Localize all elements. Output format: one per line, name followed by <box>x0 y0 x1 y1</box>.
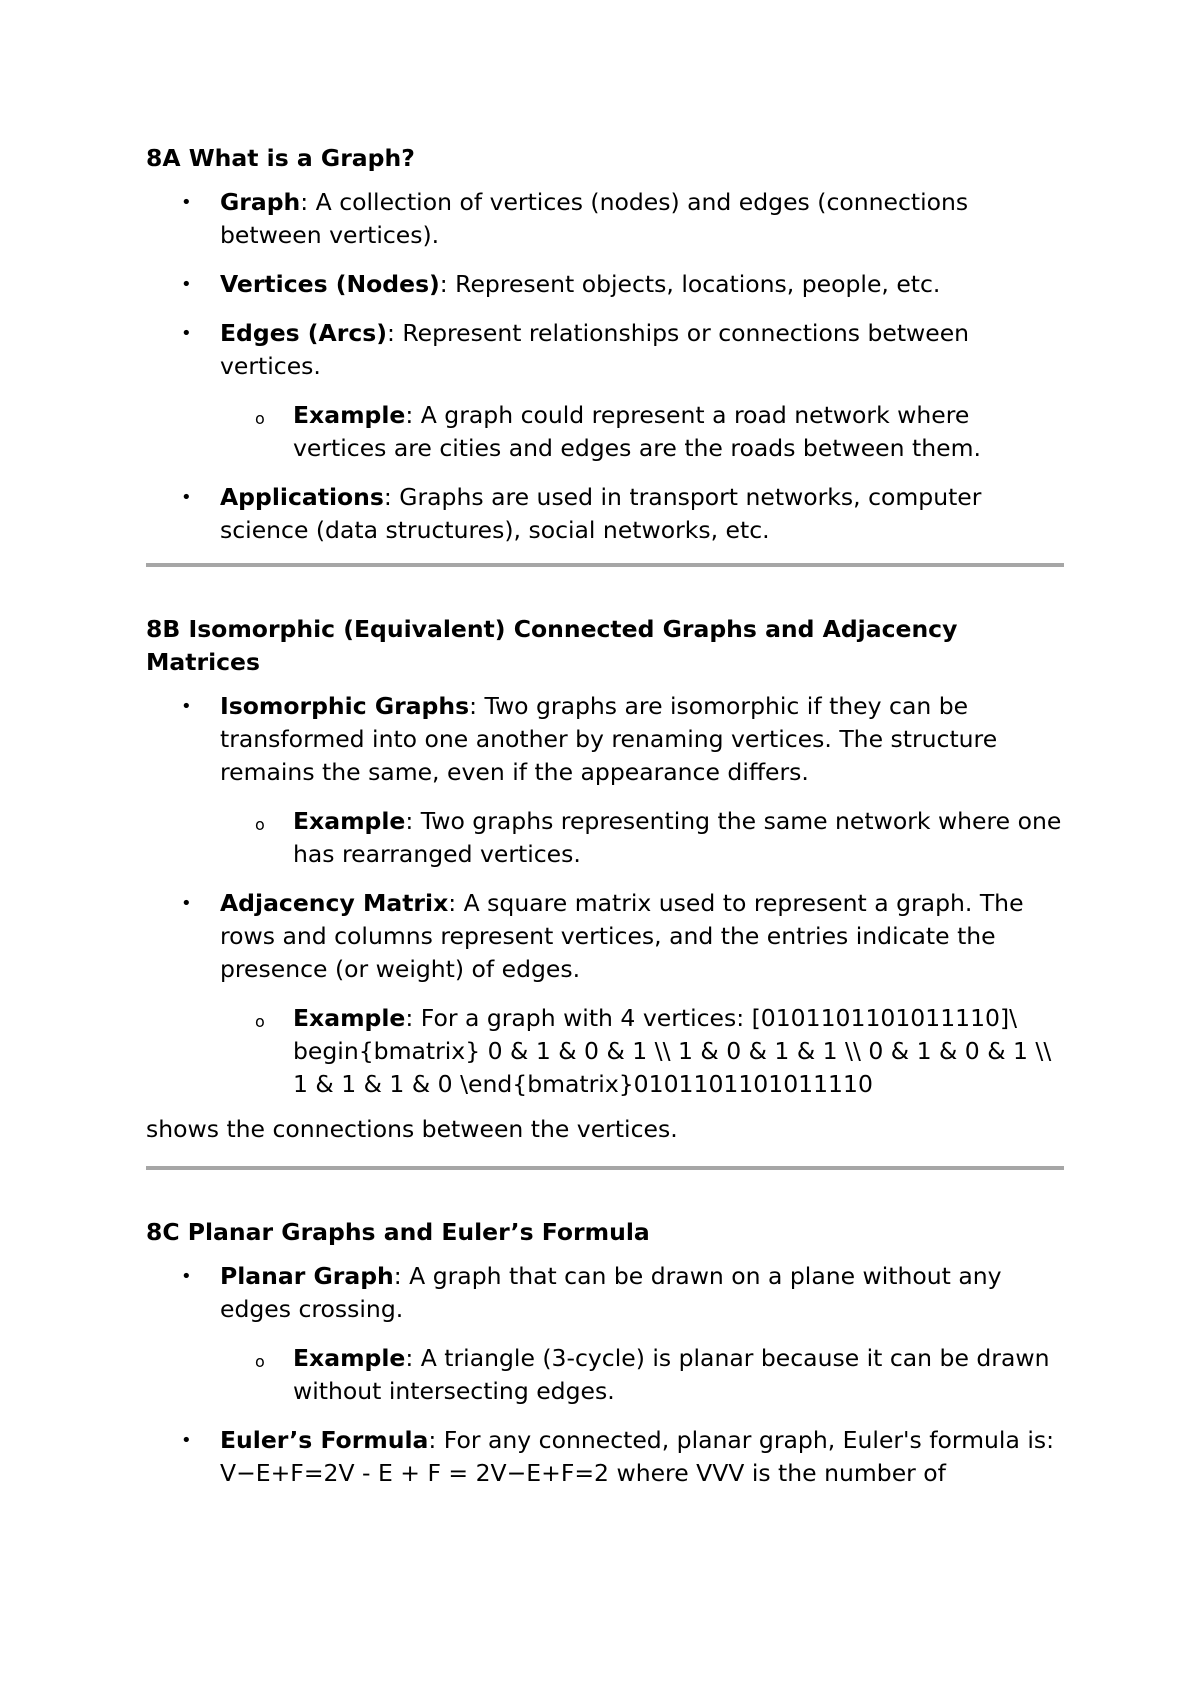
bullet-list <box>146 186 1066 547</box>
term: Edges (Arcs) <box>220 319 387 347</box>
term: Vertices (Nodes) <box>220 270 440 298</box>
list-item <box>146 887 1066 1101</box>
definition: : Two graphs are isomorphic if they can be transformed into one another by renaming vertices. The structure remains the same, even if the appearance differs. <box>220 692 998 786</box>
term: Example <box>293 807 406 835</box>
list-item <box>146 268 1066 301</box>
bullet-icon: • <box>181 487 192 508</box>
definition: : Graphs are used in transport networks, computer science (data structures), social networks, etc. <box>220 483 982 544</box>
term: Adjacency Matrix <box>220 889 449 917</box>
bullet-icon: • <box>181 323 192 344</box>
term: Example <box>293 1004 406 1032</box>
sub-list <box>220 399 1066 465</box>
sub-bullet-icon: o <box>255 409 265 428</box>
term: Example <box>293 401 406 429</box>
bullet-icon: • <box>181 1266 192 1287</box>
sub-list <box>220 805 1066 871</box>
term: Euler’s Formula <box>220 1426 429 1454</box>
definition: : A square matrix used to represent a graph. The rows and columns represent vertices, and the entries indicate the presence (or weight) of edges. <box>220 889 1024 983</box>
bullet-icon: • <box>181 1430 192 1451</box>
definition: : Represent objects, locations, people, etc. <box>439 270 941 298</box>
list-item <box>146 481 1066 547</box>
definition: : Two graphs representing the same network where one has rearranged vertices. <box>293 807 1062 868</box>
sub-list-item <box>220 805 1066 871</box>
section-title: 8A What is a Graph? <box>146 144 415 172</box>
list-item <box>146 317 1066 465</box>
bullet-list <box>146 1260 1066 1490</box>
term: Applications <box>220 483 384 511</box>
list-item <box>146 690 1066 871</box>
sub-list <box>220 1342 1066 1408</box>
term: Example <box>293 1344 406 1372</box>
bullet-list <box>146 690 1066 1101</box>
bullet-icon: • <box>181 274 192 295</box>
bullet-icon: • <box>181 696 192 717</box>
sub-list-item <box>220 1342 1066 1408</box>
list-item <box>146 186 1066 252</box>
list-item <box>146 1260 1066 1408</box>
section-title: 8B Isomorphic (Equivalent) Connected Graphs and Adjacency Matrices <box>146 615 958 676</box>
term: Graph <box>220 188 301 216</box>
definition: : A graph that can be drawn on a plane without any edges crossing. <box>220 1262 1002 1323</box>
definition: : For a graph with 4 vertices: [0101101101011110]\ begin{bmatrix} 0 & 1 & 0 & 1 \\ 1 & 0 & 1 & 1 \\ 0 & 1 & 0 & 1 \\ 1 & 1 & 1 & 0 \end{bmatrix}0101101101011110 <box>293 1004 1052 1098</box>
list-item <box>146 1424 1066 1490</box>
definition: : A graph could represent a road network where vertices are cities and edges are the roads between them. <box>293 401 981 462</box>
bullet-icon: • <box>181 192 192 213</box>
term: Planar Graph <box>220 1262 394 1290</box>
term: Isomorphic Graphs <box>220 692 470 720</box>
sub-bullet-icon: o <box>255 815 265 834</box>
definition: : A triangle (3-cycle) is planar because it can be drawn without intersecting edges. <box>293 1344 1050 1405</box>
trailing-text: shows the connections between the vertices. <box>146 1115 678 1143</box>
section-title: 8C Planar Graphs and Euler’s Formula <box>146 1218 650 1246</box>
horizontal-rule <box>146 1166 1064 1170</box>
horizontal-rule <box>146 563 1064 567</box>
definition: : Represent relationships or connections between vertices. <box>220 319 970 380</box>
definition: : For any connected, planar graph, Euler's formula is: V−E+F=2V - E + F = 2V−E+F=2 where VVV is the number of <box>220 1426 1055 1487</box>
definition: : A collection of vertices (nodes) and edges (connections between vertices). <box>220 188 969 249</box>
sub-bullet-icon: o <box>255 1012 265 1031</box>
sub-list <box>220 1002 1066 1101</box>
sub-bullet-icon: o <box>255 1352 265 1371</box>
sub-list-item <box>220 399 1066 465</box>
document-page <box>146 142 1066 1506</box>
bullet-icon: • <box>181 893 192 914</box>
section-8c <box>146 1216 1066 1490</box>
section-8b <box>146 613 1066 1146</box>
section-8a <box>146 142 1066 547</box>
sub-list-item <box>220 1002 1066 1101</box>
